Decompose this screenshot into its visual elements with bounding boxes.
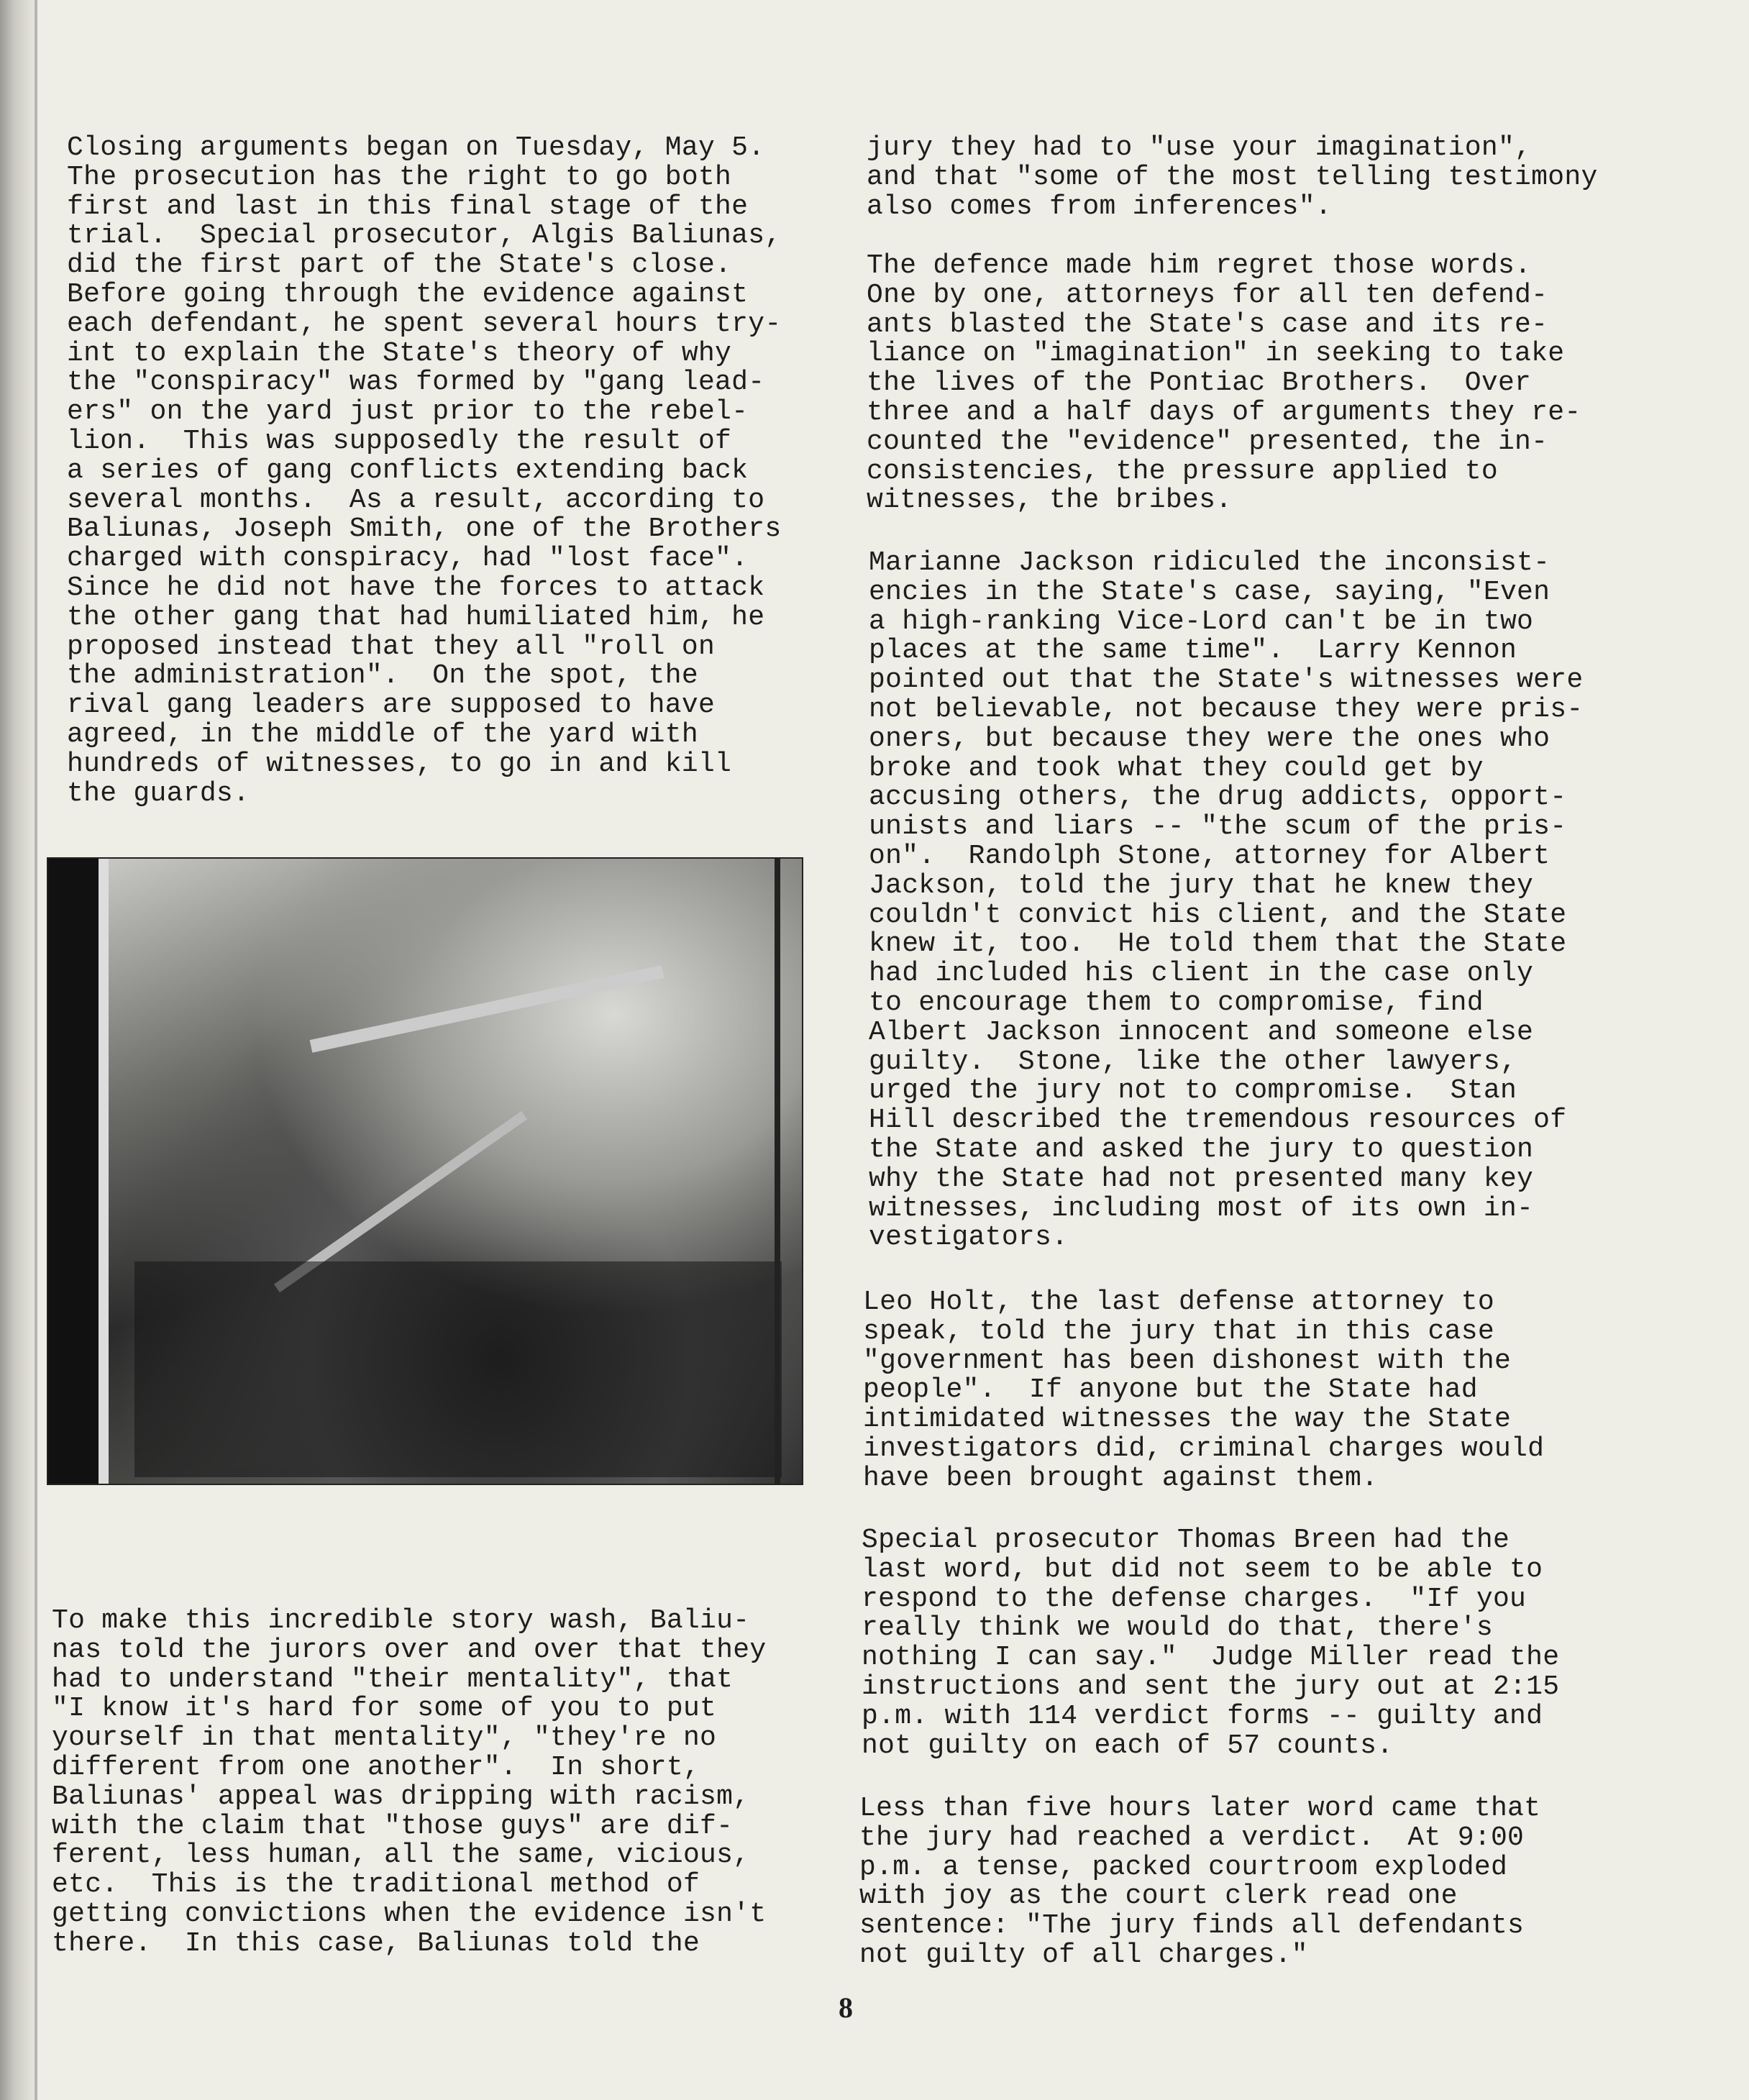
right-paragraph-verdict: Less than five hours later word came that the jury had reached a verdict. At 9:00 p.m. a tense, packed courtroom exploded with joy as the court clerk read one sentence: "The jury finds all defendants not guilty of all charges." — [859, 1793, 1541, 1971]
photo-prison-rubble — [47, 857, 803, 1485]
right-paragraph-marianne-jackson: Marianne Jackson ridiculed the inconsist- encies in the State's case, saying, "Even a high-ranking Vice-Lord can't be in two places at the same time". Larry Kennon pointed out that the State's witnesses were not believable, not because they were pris- oners, but because they were the ones who broke and took what they could get by accusing others, the drug addicts, opport- unists and liars -- "the scum of the pris- on". Randolph Stone, attorney for Albert Jackson, told the jury that he knew they couldn't convict his client, and the State knew it, too. He told them that the State had included his client in the case only to encourage them to compromise, find Albert Jackson innocent and someone else guilty. Stone, like the other lawyers, urged the jury not to compromise. Stan Hill described the tremendous resources of the State and asked the jury to question why the State had not presented many key witnesses, including most of its own in- vestigators. — [869, 547, 1584, 1254]
left-paragraph-incredible-story: To make this incredible story wash, Baliu- nas told the jurors over and over that they had to understand "their mentality", that "I know it's hard for some of you to put yourself in that mentality", "they're no different from one another". In short, Baliunas' appeal was dripping with racism, with the claim that "those guys" are dif- ferent, less human, all the same, vicious, etc. This is the traditional method of getting convictions when the evidence isn't there. In this case, Baliunas told the — [52, 1605, 767, 1959]
right-paragraph-thomas-breen: Special prosecutor Thomas Breen had the last word, but did not seem to be able to respond to the defense charges. "If you really think we would do that, there's nothing I can say." Judge Miller read the instructions and sent the jury out at 2:15 p.m. with 114 verdict forms -- guilty and not guilty on each of 57 counts. — [862, 1525, 1560, 1761]
page-binding-shadow — [0, 0, 35, 2100]
page-binding-edge — [35, 0, 37, 2100]
right-paragraph-leo-holt: Leo Holt, the last defense attorney to speak, told the jury that in this case "government has been dishonest with the people". If anyone but the State had intimidated witnesses the way the State investigators did, criminal charges would have been brought against them. — [863, 1287, 1545, 1494]
left-paragraph-closing-arguments: Closing arguments began on Tuesday, May 5. The prosecution has the right to go both first and last in this final stage of the trial. Special prosecutor, Algis Baliunas, did the first part of the State's close. Before going through the evidence against each defendant, he spent several hours try- int to explain the State's theory of why the "conspiracy" was formed by "gang lead- ers" on the yard just prior to the rebel- lion. This was supposedly the result of a series of gang conflicts extending back several months. As a result, according to Baliunas, Joseph Smith, one of the Brothers charged with conspiracy, had "lost face". Since he did not have the forces to attack the other gang that had humiliated him, he proposed instead that they all "roll on the administration". On the spot, the rival gang leaders are supposed to have agreed, in the middle of the yard with hundreds of witnesses, to go in and kill the guards. — [67, 132, 782, 809]
right-paragraph-imagination: jury they had to "use your imagination", and that "some of the most telling testimony also comes from inferences". — [867, 132, 1598, 222]
right-paragraph-defence: The defence made him regret those words. One by one, attorneys for all ten defend- ants blasted the State's case and its re- liance on "imagination" in seeking to take the lives of the Pontiac Brothers. Over three and a half days of arguments they re- counted the "evidence" presented, the in- consistencies, the pressure applied to witnesses, the bribes. — [867, 250, 1581, 516]
page-number: 8 — [839, 1991, 853, 2024]
